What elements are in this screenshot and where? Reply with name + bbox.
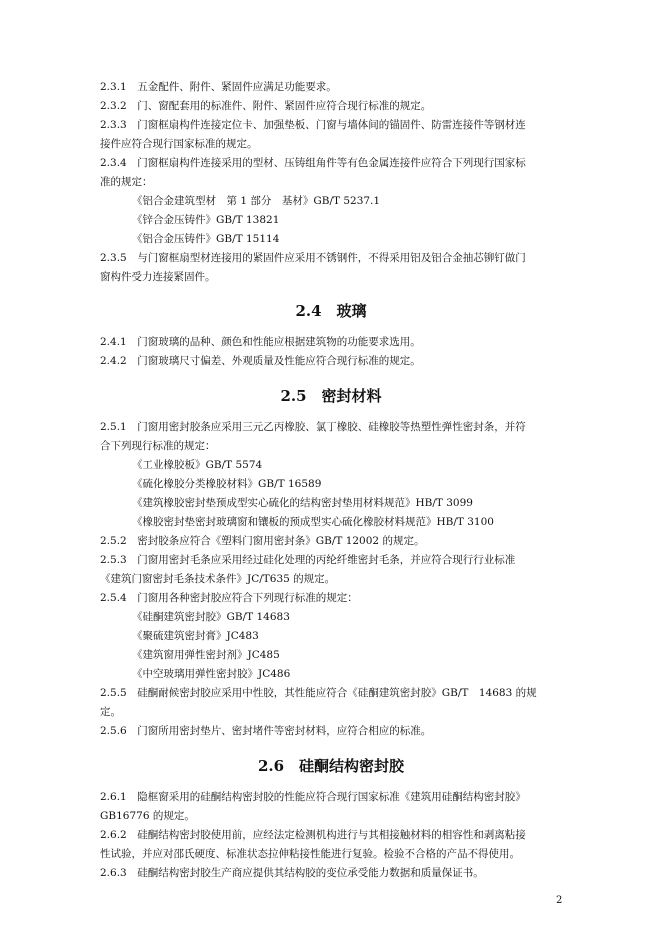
- clause-2-3-2: 2.3.2 门、窗配套用的标准件、附件、紧固件应符合现行标准的规定。: [100, 100, 432, 112]
- clause-2-5-3: 2.5.3 门窗用密封毛条应采用经过硅化处理的丙纶纤维密封毛条，并应符合现行行业标准: [100, 554, 516, 566]
- clause-2-3-3-cont: 接件应符合现行国家标准的规定。: [100, 138, 258, 150]
- clause-2-6-1: 2.6.1 隐框窗采用的硅酮结构密封胶的性能应符合现行国家标准《建筑用硅酮结构密封胶》: [100, 791, 526, 803]
- page-number: 2: [556, 895, 563, 906]
- standard-ref: 《铝合金建筑型材 第 1 部分 基材》GB/T 5237.1: [132, 195, 381, 207]
- clause-2-6-2: 2.6.2 硅酮结构密封胶使用前，应经法定检测机构进行与其相接触材料的相容性和剥离粘接: [100, 829, 526, 841]
- clause-2-5-4: 2.5.4 门窗用各种密封胶应符合下列现行标准的规定：: [100, 592, 358, 604]
- standard-ref: 《建筑窗用弹性密封剂》JC485: [132, 649, 280, 661]
- standard-ref: 《铝合金压铸件》GB/T 15114: [132, 233, 280, 245]
- standard-ref: 《橡胶密封垫密封玻璃窗和镶板的预成型实心硫化橡胶材料规范》HB/T 3100: [132, 516, 494, 528]
- clause-2-3-3: 2.3.3 门窗框扇构件连接定位卡、加强垫板、门窗与墙体间的锚固件、防雷连接件等钢材连: [100, 119, 526, 131]
- standard-ref: 《中空玻璃用弹性密封胶》JC486: [132, 668, 291, 680]
- clause-2-4-1: 2.4.1 门窗玻璃的品种、颜色和性能应根据建筑物的功能要求选用。: [100, 336, 421, 348]
- clause-2-3-4: 2.3.4 门窗框扇构件连接采用的型材、压铸组角件等有色金属连接件应符合下列现行国家标: [100, 157, 526, 169]
- clause-2-6-1-cont: GB16776 的规定。: [100, 810, 195, 822]
- section-heading-2-4: 2.4 玻璃: [295, 302, 367, 320]
- clause-2-3-4-cont: 准的规定：: [100, 176, 153, 188]
- standard-ref: 《锌合金压铸件》GB/T 13821: [132, 214, 280, 226]
- standard-ref: 《建筑橡胶密封垫预成型实心硫化的结构密封垫用材料规范》HB/T 3099: [132, 497, 473, 509]
- standard-ref: 《硫化橡胶分类橡胶材料》GB/T 16589: [132, 478, 322, 490]
- clause-2-3-5: 2.3.5 与门窗框扇型材连接用的紧固件应采用不锈钢件，不得采用铝及铝合金抽芯铆钉做门: [100, 252, 526, 264]
- standard-ref: 《硅酮建筑密封胶》GB/T 14683: [132, 611, 290, 623]
- clause-2-5-5: 2.5.5 硅酮耐候密封胶应采用中性胶，其性能应符合《硅酮建筑密封胶》GB/T 14683 的规: [100, 687, 537, 699]
- clause-2-5-1-cont: 合下列现行标准的规定：: [100, 440, 216, 452]
- clause-2-5-3-cont: 《建筑门窗密封毛条技术条件》JC/T635 的规定。: [100, 573, 336, 585]
- standard-ref: 《工业橡胶板》GB/T 5574: [132, 459, 263, 471]
- clause-2-4-2: 2.4.2 门窗玻璃尺寸偏差、外观质量及性能应符合现行标准的规定。: [100, 355, 421, 367]
- section-heading-2-5: 2.5 密封材料: [280, 387, 382, 405]
- section-heading-2-6: 2.6 硅酮结构密封胶: [257, 757, 405, 775]
- clause-2-5-1: 2.5.1 门窗用密封胶条应采用三元乙丙橡胶、氯丁橡胶、硅橡胶等热塑性弹性密封条，并符: [100, 421, 526, 433]
- clause-2-3-1: 2.3.1 五金配件、附件、紧固件应满足功能要求。: [100, 81, 337, 93]
- standard-ref: 《聚硫建筑密封膏》JC483: [132, 630, 259, 642]
- clause-2-5-2: 2.5.2 密封胶条应符合《塑料门窗用密封条》GB/T 12002 的规定。: [100, 535, 425, 547]
- clause-2-6-3: 2.6.3 硅酮结构密封胶生产商应提供其结构胶的变位承受能力数据和质量保证书。: [100, 867, 484, 879]
- clause-2-5-5-cont: 定。: [100, 706, 121, 718]
- clause-2-5-6: 2.5.6 门窗所用密封垫片、密封堵件等密封材料，应符合相应的标准。: [100, 725, 432, 737]
- clause-2-6-2-cont: 性试验，并应对邵氏硬度、标准状态拉伸粘接性能进行复验。检验不合格的产品不得使用。: [100, 848, 520, 860]
- clause-2-3-5-cont: 窗构件受力连接紧固件。: [100, 271, 216, 283]
